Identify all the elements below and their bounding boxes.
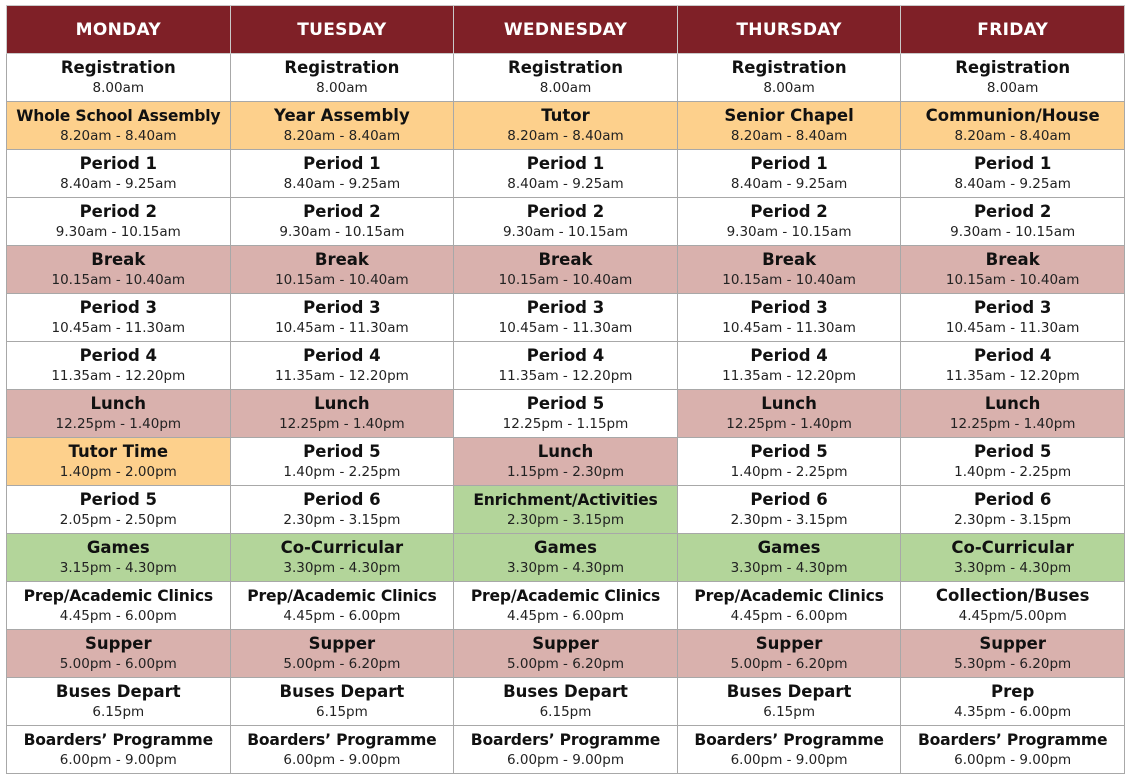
slot-monday <box>7 198 231 246</box>
timetable-row <box>7 150 1125 198</box>
slot-time: 2.30pm - 3.15pm <box>506 512 624 528</box>
slot-time: 6.15pm <box>316 704 368 720</box>
slot-monday <box>7 534 231 582</box>
slot-activity: Buses Depart <box>55 682 181 701</box>
slot-time: 9.30am - 10.15am <box>279 224 405 240</box>
slot-time: 11.35am - 12.20pm <box>274 368 409 384</box>
slot-activity: Lunch <box>537 442 594 461</box>
timetable-row <box>7 726 1125 774</box>
slot-activity: Period 5 <box>750 442 828 461</box>
slot-time: 6.00pm - 9.00pm <box>283 752 401 768</box>
timetable-row <box>7 102 1125 150</box>
slot-wednesday <box>454 54 678 102</box>
slot-activity: Period 3 <box>750 298 828 317</box>
timetable-row <box>7 678 1125 726</box>
slot-activity: Lunch <box>314 394 370 413</box>
slot-activity: Break <box>91 250 146 269</box>
slot-time: 1.40pm - 2.25pm <box>730 464 848 480</box>
slot-time: 2.05pm - 2.50pm <box>59 512 177 528</box>
slot-time: 8.20am - 8.40am <box>507 128 624 144</box>
slot-activity: Games <box>534 538 597 557</box>
slot-time: 9.30am - 10.15am <box>502 224 628 240</box>
slot-time: 10.45am - 11.30am <box>722 320 856 336</box>
timetable-row <box>7 294 1125 342</box>
slot-activity: Buses Depart <box>726 682 852 701</box>
slot-thursday <box>677 582 901 630</box>
slot-activity: Co-Curricular <box>951 538 1074 557</box>
slot-tuesday <box>230 582 454 630</box>
slot-time: 3.30pm - 4.30pm <box>730 560 848 576</box>
slot-activity: Games <box>86 538 150 557</box>
slot-time: 9.30am - 10.15am <box>726 224 852 240</box>
slot-thursday <box>677 438 901 486</box>
slot-monday <box>7 438 231 486</box>
weekly-timetable <box>6 5 1125 774</box>
slot-time: 8.00am <box>316 80 368 96</box>
slot-friday <box>901 678 1125 726</box>
timetable-row <box>7 438 1125 486</box>
slot-activity: Period 5 <box>303 442 381 461</box>
slot-tuesday <box>230 534 454 582</box>
slot-activity: Period 5 <box>79 490 158 509</box>
slot-monday <box>7 150 231 198</box>
day-header-row <box>7 6 1125 54</box>
slot-thursday <box>677 102 901 150</box>
slot-time: 4.45pm - 6.00pm <box>59 608 177 624</box>
slot-wednesday <box>454 342 678 390</box>
slot-tuesday <box>230 438 454 486</box>
slot-thursday <box>677 342 901 390</box>
slot-activity: Period 4 <box>79 346 158 365</box>
slot-time: 6.00pm - 9.00pm <box>506 752 624 768</box>
slot-tuesday <box>230 726 454 774</box>
slot-wednesday <box>454 198 678 246</box>
slot-wednesday <box>454 390 678 438</box>
slot-activity: Boarders’ Programme <box>470 731 661 749</box>
slot-activity: Senior Chapel <box>724 106 854 125</box>
slot-activity: Period 6 <box>973 490 1052 509</box>
slot-time: 3.30pm - 4.30pm <box>506 560 624 576</box>
slot-time: 11.35am - 12.20pm <box>722 368 857 384</box>
slot-tuesday <box>230 390 454 438</box>
slot-time: 5.00pm - 6.20pm <box>283 656 401 672</box>
slot-wednesday <box>454 726 678 774</box>
slot-thursday <box>677 678 901 726</box>
slot-activity: Period 5 <box>526 394 605 413</box>
day-header-monday: MONDAY <box>7 6 231 54</box>
slot-activity: Break <box>985 250 1040 269</box>
slot-wednesday <box>454 486 678 534</box>
slot-tuesday <box>230 198 454 246</box>
slot-activity: Supper <box>755 634 823 653</box>
slot-wednesday <box>454 246 678 294</box>
slot-time: 5.30pm - 6.20pm <box>954 656 1072 672</box>
slot-activity: Period 2 <box>750 202 828 221</box>
slot-time: 12.25pm - 1.40pm <box>726 416 852 432</box>
slot-time: 5.00pm - 6.20pm <box>506 656 624 672</box>
slot-time: 4.45pm - 6.00pm <box>730 608 848 624</box>
slot-time: 10.45am - 11.30am <box>51 320 186 336</box>
slot-wednesday <box>454 630 678 678</box>
slot-time: 6.15pm <box>92 704 145 720</box>
slot-time: 6.00pm - 9.00pm <box>954 752 1072 768</box>
slot-activity: Lunch <box>90 394 147 413</box>
slot-activity: Period 6 <box>750 490 828 509</box>
slot-tuesday <box>230 54 454 102</box>
slot-time: 8.20am - 8.40am <box>283 128 401 144</box>
slot-friday <box>901 534 1125 582</box>
slot-activity: Period 1 <box>303 154 381 173</box>
slot-activity: Games <box>757 538 821 557</box>
slot-activity: Break <box>314 250 369 269</box>
slot-tuesday <box>230 150 454 198</box>
slot-time: 1.40pm - 2.00pm <box>59 464 177 480</box>
slot-time: 8.00am <box>763 80 815 96</box>
slot-activity: Period 2 <box>79 202 158 221</box>
slot-activity: Period 4 <box>303 346 381 365</box>
slot-friday <box>901 726 1125 774</box>
slot-activity: Period 1 <box>79 154 158 173</box>
slot-activity: Period 4 <box>973 346 1052 365</box>
slot-wednesday <box>454 438 678 486</box>
slot-activity: Registration <box>284 58 400 77</box>
slot-thursday <box>677 534 901 582</box>
timetable-row <box>7 534 1125 582</box>
slot-time: 6.00pm - 9.00pm <box>59 752 177 768</box>
slot-activity: Prep/Academic Clinics <box>23 587 213 605</box>
slot-time: 11.35am - 12.20pm <box>51 368 186 384</box>
slot-time: 1.40pm - 2.25pm <box>283 464 401 480</box>
slot-activity: Whole School Assembly <box>16 107 221 125</box>
slot-time: 8.20am - 8.40am <box>60 128 177 144</box>
slot-thursday <box>677 198 901 246</box>
slot-tuesday <box>230 342 454 390</box>
slot-friday <box>901 438 1125 486</box>
slot-time: 3.30pm - 4.30pm <box>283 560 401 576</box>
slot-time: 1.15pm - 2.30pm <box>506 464 624 480</box>
slot-time: 8.00am <box>539 80 592 96</box>
slot-activity: Break <box>762 250 817 269</box>
slot-monday <box>7 582 231 630</box>
day-header-thursday: THURSDAY <box>677 6 901 54</box>
slot-friday <box>901 342 1125 390</box>
slot-activity: Period 1 <box>750 154 828 173</box>
slot-friday <box>901 582 1125 630</box>
slot-wednesday <box>454 534 678 582</box>
slot-friday <box>901 294 1125 342</box>
slot-activity: Period 2 <box>973 202 1052 221</box>
slot-time: 10.45am - 11.30am <box>275 320 409 336</box>
slot-monday <box>7 342 231 390</box>
slot-activity: Collection/Buses <box>935 586 1090 605</box>
slot-activity: Supper <box>532 634 599 653</box>
slot-friday <box>901 150 1125 198</box>
slot-thursday <box>677 726 901 774</box>
slot-thursday <box>677 246 901 294</box>
slot-time: 8.40am - 9.25am <box>954 176 1071 192</box>
slot-activity: Boarders’ Programme <box>694 731 884 749</box>
slot-time: 4.45pm - 6.00pm <box>283 608 401 624</box>
slot-wednesday <box>454 678 678 726</box>
slot-activity: Period 1 <box>526 154 605 173</box>
slot-time: 10.15am - 10.40am <box>51 272 186 288</box>
slot-activity: Lunch <box>761 394 817 413</box>
slot-time: 2.30pm - 3.15pm <box>283 512 401 528</box>
slot-friday <box>901 486 1125 534</box>
slot-monday <box>7 294 231 342</box>
slot-monday <box>7 678 231 726</box>
timetable-row <box>7 198 1125 246</box>
slot-activity: Break <box>538 250 593 269</box>
slot-time: 9.30am - 10.15am <box>950 224 1076 240</box>
slot-friday <box>901 102 1125 150</box>
slot-time: 8.00am <box>92 80 145 96</box>
slot-thursday <box>677 150 901 198</box>
slot-time: 11.35am - 12.20pm <box>945 368 1080 384</box>
timetable-body <box>7 54 1125 774</box>
slot-time: 8.00am <box>986 80 1039 96</box>
slot-time: 9.30am - 10.15am <box>55 224 181 240</box>
slot-time: 5.00pm - 6.20pm <box>730 656 848 672</box>
slot-time: 10.15am - 10.40am <box>498 272 633 288</box>
slot-activity: Tutor Time <box>68 442 169 461</box>
day-header-tuesday: TUESDAY <box>230 6 454 54</box>
slot-wednesday <box>454 294 678 342</box>
slot-activity: Buses Depart <box>503 682 628 701</box>
slot-monday <box>7 486 231 534</box>
timetable-row <box>7 54 1125 102</box>
slot-activity: Period 5 <box>973 442 1052 461</box>
slot-thursday <box>677 630 901 678</box>
slot-activity: Boarders’ Programme <box>247 731 437 749</box>
slot-friday <box>901 630 1125 678</box>
slot-time: 6.15pm <box>763 704 815 720</box>
slot-activity: Period 4 <box>750 346 828 365</box>
slot-activity: Prep <box>991 682 1035 701</box>
timetable-row <box>7 342 1125 390</box>
slot-time: 2.30pm - 3.15pm <box>954 512 1072 528</box>
slot-activity: Registration <box>955 58 1071 77</box>
slot-time: 3.30pm - 4.30pm <box>954 560 1072 576</box>
slot-time: 12.25pm - 1.40pm <box>55 416 182 432</box>
slot-time: 6.00pm - 9.00pm <box>730 752 848 768</box>
slot-activity: Period 6 <box>303 490 381 509</box>
slot-monday <box>7 102 231 150</box>
timetable-row <box>7 390 1125 438</box>
slot-activity: Lunch <box>984 394 1041 413</box>
slot-activity: Registration <box>508 58 623 77</box>
slot-activity: Supper <box>979 634 1046 653</box>
timetable-row <box>7 630 1125 678</box>
slot-activity: Supper <box>85 634 152 653</box>
slot-activity: Communion/House <box>925 106 1100 125</box>
slot-time: 10.15am - 10.40am <box>275 272 409 288</box>
slot-tuesday <box>230 486 454 534</box>
slot-activity: Period 3 <box>526 298 605 317</box>
slot-thursday <box>677 54 901 102</box>
slot-friday <box>901 198 1125 246</box>
slot-activity: Co-Curricular <box>280 538 404 557</box>
slot-activity: Boarders’ Programme <box>23 731 213 749</box>
slot-activity: Period 2 <box>303 202 381 221</box>
slot-activity: Buses Depart <box>279 682 405 701</box>
slot-time: 10.15am - 10.40am <box>722 272 856 288</box>
slot-friday <box>901 54 1125 102</box>
slot-tuesday <box>230 246 454 294</box>
slot-time: 8.40am - 9.25am <box>730 176 848 192</box>
slot-friday <box>901 390 1125 438</box>
slot-time: 8.40am - 9.25am <box>60 176 177 192</box>
slot-tuesday <box>230 102 454 150</box>
slot-time: 2.30pm - 3.15pm <box>730 512 848 528</box>
slot-time: 11.35am - 12.20pm <box>498 368 633 384</box>
slot-activity: Boarders’ Programme <box>917 731 1108 749</box>
slot-activity: Prep/Academic Clinics <box>247 587 437 605</box>
day-header-friday: FRIDAY <box>901 6 1125 54</box>
day-header-wednesday: WEDNESDAY <box>454 6 678 54</box>
slot-thursday <box>677 486 901 534</box>
slot-activity: Registration <box>731 58 847 77</box>
slot-activity: Period 3 <box>973 298 1052 317</box>
slot-wednesday <box>454 150 678 198</box>
slot-time: 8.40am - 9.25am <box>283 176 401 192</box>
slot-time: 8.20am - 8.40am <box>730 128 848 144</box>
slot-activity: Prep/Academic Clinics <box>470 587 661 605</box>
slot-wednesday <box>454 102 678 150</box>
slot-time: 8.40am - 9.25am <box>507 176 624 192</box>
slot-monday <box>7 246 231 294</box>
slot-time: 4.45pm - 6.00pm <box>506 608 624 624</box>
slot-time: 10.45am - 11.30am <box>498 320 633 336</box>
slot-activity: Registration <box>60 58 176 77</box>
slot-time: 8.20am - 8.40am <box>954 128 1071 144</box>
slot-time: 3.15pm - 4.30pm <box>59 560 177 576</box>
slot-time: 12.25pm - 1.40pm <box>279 416 405 432</box>
slot-time: 6.15pm <box>539 704 592 720</box>
slot-time: 12.25pm - 1.15pm <box>502 416 629 432</box>
slot-friday <box>901 246 1125 294</box>
slot-time: 5.00pm - 6.00pm <box>59 656 177 672</box>
slot-time: 10.45am - 11.30am <box>945 320 1080 336</box>
slot-time: 4.45pm/5.00pm <box>958 608 1067 624</box>
slot-activity: Supper <box>308 634 376 653</box>
slot-time: 10.15am - 10.40am <box>945 272 1080 288</box>
slot-activity: Period 3 <box>303 298 381 317</box>
slot-monday <box>7 54 231 102</box>
slot-thursday <box>677 294 901 342</box>
timetable-row <box>7 486 1125 534</box>
slot-tuesday <box>230 630 454 678</box>
slot-time: 12.25pm - 1.40pm <box>949 416 1076 432</box>
slot-time: 4.35pm - 6.00pm <box>954 704 1072 720</box>
slot-activity: Enrichment/Activities <box>473 491 658 509</box>
slot-tuesday <box>230 678 454 726</box>
slot-time: 1.40pm - 2.25pm <box>954 464 1072 480</box>
slot-monday <box>7 390 231 438</box>
slot-activity: Prep/Academic Clinics <box>694 587 884 605</box>
slot-activity: Tutor <box>541 106 590 125</box>
slot-tuesday <box>230 294 454 342</box>
slot-monday <box>7 726 231 774</box>
slot-activity: Period 4 <box>526 346 605 365</box>
slot-activity: Period 3 <box>79 298 158 317</box>
slot-monday <box>7 630 231 678</box>
timetable-row <box>7 246 1125 294</box>
slot-activity: Period 2 <box>526 202 605 221</box>
slot-activity: Period 1 <box>973 154 1052 173</box>
slot-thursday <box>677 390 901 438</box>
slot-activity: Year Assembly <box>274 106 410 125</box>
timetable-row <box>7 582 1125 630</box>
slot-wednesday <box>454 582 678 630</box>
